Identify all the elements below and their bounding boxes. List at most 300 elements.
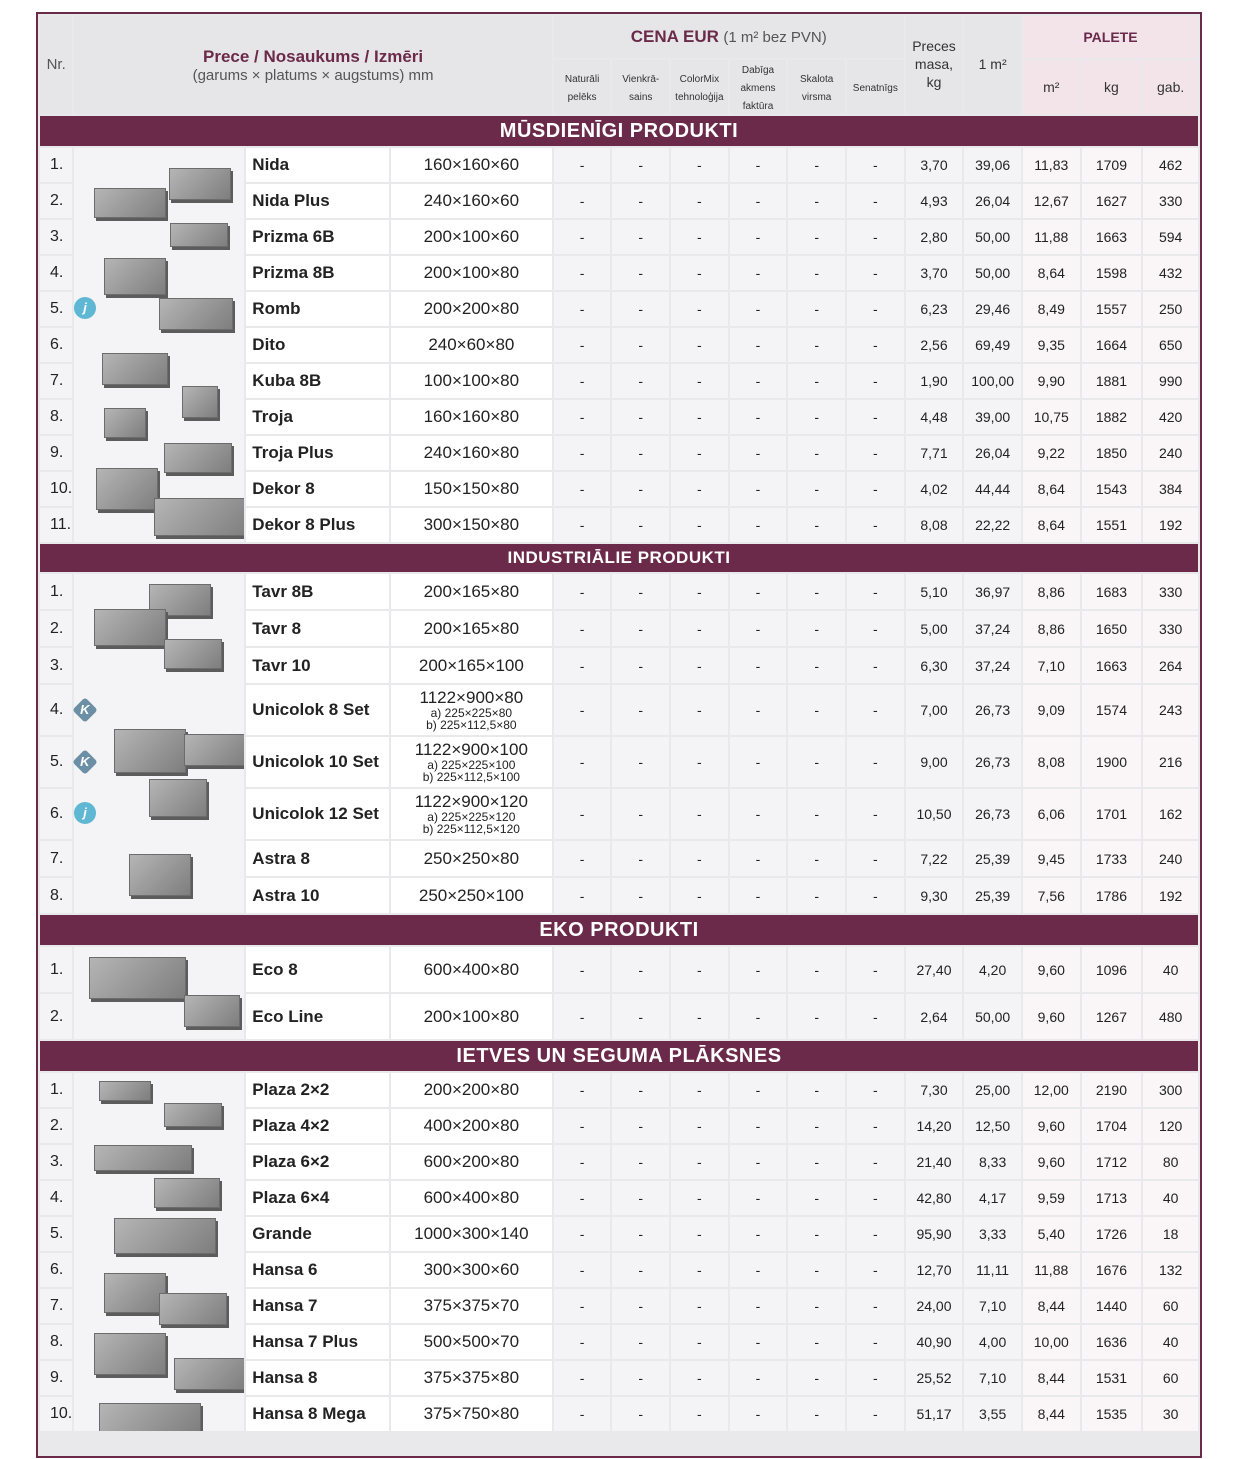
row-number <box>40 1145 72 1179</box>
palete-kg-cell: 1676 <box>1082 1253 1142 1287</box>
palete-kg-cell: 1713 <box>1082 1181 1142 1215</box>
paver-block-image <box>89 957 186 999</box>
row-number <box>40 1253 72 1287</box>
row-number <box>40 1397 72 1431</box>
row-number <box>40 685 90 735</box>
price-cell: - <box>847 148 904 182</box>
mass-cell: 2,64 <box>906 994 963 1039</box>
price-cell: - <box>671 256 728 290</box>
palete-gab-cell: 462 <box>1143 148 1198 182</box>
price-cell: - <box>671 364 728 398</box>
row-number <box>40 1289 72 1323</box>
paver-block-image <box>104 1273 166 1313</box>
mass-cell: 6,30 <box>906 648 963 683</box>
palete-gab-cell: 384 <box>1143 472 1198 506</box>
price-cell: - <box>612 292 669 326</box>
palete-gab-cell: 216 <box>1143 737 1198 787</box>
price-cell: - <box>788 1289 845 1323</box>
palete-m2-cell: 9,22 <box>1023 436 1080 470</box>
header-palete <box>1023 16 1198 58</box>
paver-block-image <box>114 1218 216 1254</box>
price-cell: - <box>554 364 611 398</box>
price-cell: - <box>730 364 787 398</box>
row-number-text: 1. <box>50 582 64 600</box>
palete-m2-cell: 9,90 <box>1023 364 1080 398</box>
badge-glyph: K <box>80 753 90 769</box>
per-m2-cell: 37,24 <box>964 648 1021 683</box>
product-images-box <box>74 947 244 1039</box>
row-number <box>40 184 72 218</box>
dimension-main: 1122×900×120 <box>414 792 528 811</box>
price-cell: - <box>847 436 904 470</box>
per-m2-cell: 7,10 <box>964 1289 1021 1323</box>
per-m2-cell: 26,04 <box>964 436 1021 470</box>
row-number-text: 11. <box>50 516 72 533</box>
price-cell: - <box>730 1109 787 1143</box>
palete-gab-cell: 240 <box>1143 841 1198 876</box>
row-number-text: 10. <box>50 480 73 497</box>
price-cell: - <box>554 436 611 470</box>
badge-glyph: K <box>80 701 90 717</box>
product-name: Tavr 8 <box>246 611 389 646</box>
price-cell: - <box>612 611 669 646</box>
price-cell: - <box>671 1253 728 1287</box>
product-name: Unicolok 12 Set <box>246 789 389 839</box>
palete-gab-cell: 30 <box>1143 1397 1198 1431</box>
palete-kg-cell: 1664 <box>1082 328 1142 362</box>
product-dimensions: 375×375×70 <box>391 1289 552 1323</box>
header-mass <box>906 16 963 114</box>
j-badge-icon <box>74 802 96 824</box>
price-cell: - <box>612 148 669 182</box>
price-cell: - <box>788 472 845 506</box>
product-name: Dito <box>246 328 389 362</box>
price-cell: - <box>847 574 904 609</box>
price-cell: - <box>554 1361 611 1395</box>
dimension-part-b: b) 225×112,5×100 <box>422 770 520 784</box>
product-dimensions <box>391 737 552 787</box>
price-cell: - <box>730 947 787 992</box>
palete-m2-cell: 8,64 <box>1023 256 1080 290</box>
price-cell: - <box>847 1397 904 1431</box>
palete-m2-cell: 10,75 <box>1023 400 1080 434</box>
badge-glyph: j <box>83 300 87 315</box>
mass-cell: 5,10 <box>906 574 963 609</box>
price-cell: - <box>554 256 611 290</box>
price-cell: - <box>847 1289 904 1323</box>
price-cell: - <box>847 878 904 913</box>
price-cell: - <box>730 574 787 609</box>
mass-cell: 25,52 <box>906 1361 963 1395</box>
paver-block-image <box>159 1293 227 1325</box>
per-m2-cell: 8,33 <box>964 1145 1021 1179</box>
paver-block-image <box>102 353 168 385</box>
price-cell: - <box>847 184 904 218</box>
product-name: Romb <box>246 292 389 326</box>
paver-block-image <box>129 854 191 896</box>
palete-gab-cell: 132 <box>1143 1253 1198 1287</box>
price-cell: - <box>554 1217 611 1251</box>
price-cell: - <box>671 648 728 683</box>
row-number <box>40 841 72 876</box>
palete-gab-cell: 330 <box>1143 184 1198 218</box>
product-images <box>74 1073 244 1431</box>
mass-cell: 14,20 <box>906 1109 963 1143</box>
paver-block-image <box>96 468 158 510</box>
price-cell: - <box>612 436 669 470</box>
price-cell: - <box>612 1397 669 1431</box>
paver-block-image <box>94 188 166 218</box>
price-cell: - <box>554 994 611 1039</box>
palete-m2-cell: 8,86 <box>1023 611 1080 646</box>
palete-kg-cell: 1557 <box>1082 292 1142 326</box>
palete-gab-cell: 480 <box>1143 994 1198 1039</box>
mass-cell: 4,48 <box>906 400 963 434</box>
paver-block-image <box>164 443 232 473</box>
header-product-title: Prece / Nosaukums / Izmēri <box>202 46 424 66</box>
product-dimensions: 200×165×100 <box>391 648 552 683</box>
header-price-col-label: Skalota virsma <box>799 74 834 103</box>
row-number-text: 1. <box>50 156 64 173</box>
header-m2-label: 1 m² <box>978 56 1007 72</box>
price-cell: - <box>730 1289 787 1323</box>
price-cell: - <box>612 574 669 609</box>
header-nr <box>40 16 72 114</box>
price-cell: - <box>730 1325 787 1359</box>
paver-block-image <box>182 386 218 418</box>
row-number-text: 1. <box>50 960 64 978</box>
price-cell: - <box>847 1361 904 1395</box>
price-cell: - <box>554 1397 611 1431</box>
palete-kg-cell: 2190 <box>1082 1073 1142 1107</box>
row-number <box>40 1217 72 1251</box>
product-images-box <box>74 574 244 913</box>
price-cell: - <box>612 256 669 290</box>
palete-kg-cell: 1882 <box>1082 400 1142 434</box>
product-dimensions: 200×200×80 <box>391 1073 552 1107</box>
header-palete-gab <box>1143 60 1198 114</box>
mass-cell: 7,71 <box>906 436 963 470</box>
price-cell: - <box>554 508 611 542</box>
price-cell: - <box>788 1253 845 1287</box>
paver-block-image <box>159 298 233 330</box>
row-number <box>40 947 72 992</box>
palete-kg-cell: 1574 <box>1082 685 1142 735</box>
price-cell: - <box>730 841 787 876</box>
row-number <box>40 1073 72 1107</box>
price-cell: - <box>788 841 845 876</box>
price-cell: - <box>671 184 728 218</box>
row-number-text: 3. <box>50 1153 64 1170</box>
row-number <box>40 878 72 913</box>
paver-block-image <box>154 1178 220 1208</box>
row-number <box>40 1109 72 1143</box>
product-dimensions: 150×150×80 <box>391 472 552 506</box>
row-number-text: 1. <box>50 1081 64 1098</box>
price-cell: - <box>788 1181 845 1215</box>
price-cell: - <box>788 1109 845 1143</box>
price-cell: - <box>730 436 787 470</box>
section-title: EKO PRODUKTI <box>40 915 1198 945</box>
product-name: Dekor 8 <box>246 472 389 506</box>
price-cell: - <box>554 1073 611 1107</box>
row-number <box>40 400 72 434</box>
palete-kg-cell: 1636 <box>1082 1325 1142 1359</box>
paver-block-image <box>184 995 240 1027</box>
palete-m2-cell: 6,06 <box>1023 789 1080 839</box>
mass-cell: 5,00 <box>906 611 963 646</box>
price-cell: - <box>554 947 611 992</box>
product-dimensions: 500×500×70 <box>391 1325 552 1359</box>
price-cell: - <box>847 994 904 1039</box>
per-m2-cell: 26,73 <box>964 685 1021 735</box>
palete-m2-cell: 9,09 <box>1023 685 1080 735</box>
row-number <box>40 1325 72 1359</box>
product-name: Eco Line <box>246 994 389 1039</box>
price-cell: - <box>612 400 669 434</box>
header-palete-m2-label: m² <box>1043 79 1060 95</box>
price-cell: - <box>847 328 904 362</box>
mass-cell: 12,70 <box>906 1253 963 1287</box>
price-cell: - <box>612 364 669 398</box>
product-name: Hansa 7 <box>246 1289 389 1323</box>
price-cell: - <box>671 1073 728 1107</box>
price-cell: - <box>788 737 845 787</box>
header-palete-gab-label: gab. <box>1157 79 1185 95</box>
palete-gab-cell: 990 <box>1143 364 1198 398</box>
palete-kg-cell: 1551 <box>1082 508 1142 542</box>
mass-cell: 95,90 <box>906 1217 963 1251</box>
product-name: Hansa 8 <box>246 1361 389 1395</box>
palete-kg-cell: 1701 <box>1082 789 1142 839</box>
per-m2-cell: 25,00 <box>964 1073 1021 1107</box>
row-number-text: 6. <box>50 1261 64 1278</box>
header-palete-m2 <box>1023 60 1080 114</box>
mass-cell: 4,02 <box>906 472 963 506</box>
price-cell: - <box>788 994 845 1039</box>
price-cell: - <box>671 789 728 839</box>
product-name: Plaza 2×2 <box>246 1073 389 1107</box>
palete-kg-cell: 1543 <box>1082 472 1142 506</box>
palete-kg-cell: 1786 <box>1082 878 1142 913</box>
dimension-part-a: a) 225×225×120 <box>427 810 516 824</box>
row-number-text: 3. <box>50 656 64 674</box>
header-price <box>554 16 904 58</box>
price-cell: - <box>788 1361 845 1395</box>
price-cell: - <box>671 220 728 254</box>
paver-block-image <box>94 1333 166 1375</box>
palete-m2-cell: 8,44 <box>1023 1289 1080 1323</box>
row-number-text: 7. <box>50 372 64 389</box>
mass-cell: 27,40 <box>906 947 963 992</box>
section-title: INDUSTRIĀLIE PRODUKTI <box>40 544 1198 572</box>
price-cell: - <box>730 611 787 646</box>
row-number <box>40 292 87 326</box>
product-dimensions: 200×100×80 <box>391 994 552 1039</box>
header-palete-kg-label: kg <box>1104 79 1119 95</box>
mass-cell: 3,70 <box>906 256 963 290</box>
price-cell: - <box>847 1109 904 1143</box>
paver-block-image <box>99 1403 201 1431</box>
palete-kg-cell: 1881 <box>1082 364 1142 398</box>
section-title: IETVES UN SEGUMA PLĀKSNES <box>40 1041 1198 1071</box>
row-number <box>40 436 72 470</box>
paver-block-image <box>184 734 244 766</box>
price-cell: - <box>730 148 787 182</box>
product-name: Grande <box>246 1217 389 1251</box>
palete-kg-cell: 1704 <box>1082 1109 1142 1143</box>
price-cell: - <box>612 737 669 787</box>
palete-m2-cell: 11,83 <box>1023 148 1080 182</box>
price-cell: - <box>671 328 728 362</box>
mass-cell: 7,30 <box>906 1073 963 1107</box>
per-m2-cell: 25,39 <box>964 841 1021 876</box>
product-dimensions: 200×100×60 <box>391 220 552 254</box>
price-cell: - <box>788 292 845 326</box>
product-dimensions: 200×100×80 <box>391 256 552 290</box>
palete-gab-cell: 192 <box>1143 878 1198 913</box>
header-price-col <box>612 60 669 114</box>
header-palete-label: PALETE <box>1083 29 1138 45</box>
product-name: Unicolok 10 Set <box>246 737 389 787</box>
per-m2-cell: 11,11 <box>964 1253 1021 1287</box>
price-cell: - <box>730 292 787 326</box>
mass-cell: 51,17 <box>906 1397 963 1431</box>
price-cell: - <box>847 1145 904 1179</box>
row-number <box>40 220 72 254</box>
price-cell: - <box>847 685 904 735</box>
header-m2 <box>964 16 1021 114</box>
price-cell: - <box>730 508 787 542</box>
row-number-text: 8. <box>50 1333 64 1350</box>
price-cell: - <box>730 220 787 254</box>
palete-kg-cell: 1267 <box>1082 994 1142 1039</box>
price-cell: - <box>671 472 728 506</box>
price-cell: - <box>788 611 845 646</box>
per-m2-cell: 39,06 <box>964 148 1021 182</box>
price-cell: - <box>788 1397 845 1431</box>
header-palete-kg <box>1082 60 1142 114</box>
palete-m2-cell: 8,64 <box>1023 508 1080 542</box>
product-dimensions: 100×100×80 <box>391 364 552 398</box>
price-cell: - <box>788 436 845 470</box>
product-name: Eco 8 <box>246 947 389 992</box>
palete-gab-cell: 650 <box>1143 328 1198 362</box>
price-cell: - <box>847 400 904 434</box>
dimension-main: 1122×900×80 <box>419 688 524 707</box>
dimension-part-b: b) 225×112,5×120 <box>422 822 520 836</box>
price-table-frame <box>36 12 1202 1458</box>
price-cell: - <box>730 184 787 218</box>
price-cell: - <box>730 648 787 683</box>
header-product-sub: (garums × platums × augstums) mm <box>192 66 434 84</box>
product-dimensions: 300×150×80 <box>391 508 552 542</box>
dimension-main: 1122×900×100 <box>414 740 528 759</box>
row-number <box>40 789 87 839</box>
header-price-col-label: Vienkrā-sains <box>622 74 660 103</box>
price-cell: - <box>788 256 845 290</box>
price-cell: - <box>788 1073 845 1107</box>
product-name: Prizma 6B <box>246 220 389 254</box>
paver-block-image <box>94 1145 192 1171</box>
row-number <box>40 328 72 362</box>
palete-gab-cell: 594 <box>1143 220 1198 254</box>
palete-m2-cell: 8,08 <box>1023 737 1080 787</box>
price-cell: - <box>612 1289 669 1323</box>
row-number <box>40 508 72 542</box>
header-price-title: CENA EUR <box>630 27 719 46</box>
price-cell: - <box>847 508 904 542</box>
price-cell: - <box>554 1253 611 1287</box>
product-dimensions: 600×200×80 <box>391 1145 552 1179</box>
price-cell: - <box>612 789 669 839</box>
row-number-text: 7. <box>50 849 64 867</box>
product-name: Hansa 7 Plus <box>246 1325 389 1359</box>
price-cell: - <box>671 508 728 542</box>
paver-block-image <box>114 729 186 773</box>
product-name: Troja <box>246 400 389 434</box>
palete-m2-cell: 9,60 <box>1023 1145 1080 1179</box>
row-number <box>40 611 72 646</box>
header-price-col <box>671 60 728 114</box>
per-m2-cell: 26,73 <box>964 789 1021 839</box>
product-name: Kuba 8B <box>246 364 389 398</box>
price-cell: - <box>730 1361 787 1395</box>
price-cell: - <box>730 1181 787 1215</box>
row-number <box>40 648 72 683</box>
price-cell: - <box>730 878 787 913</box>
price-cell: - <box>612 508 669 542</box>
mass-cell: 9,30 <box>906 878 963 913</box>
price-cell: - <box>612 878 669 913</box>
price-cell: - <box>671 148 728 182</box>
price-cell: - <box>788 947 845 992</box>
price-cell: - <box>554 1181 611 1215</box>
price-cell: - <box>671 1325 728 1359</box>
product-name: Troja Plus <box>246 436 389 470</box>
palete-kg-cell: 1535 <box>1082 1397 1142 1431</box>
palete-gab-cell: 432 <box>1143 256 1198 290</box>
price-cell: - <box>554 574 611 609</box>
row-number-text: 8. <box>50 886 64 904</box>
price-cell: - <box>612 685 669 735</box>
palete-kg-cell: 1900 <box>1082 737 1142 787</box>
price-cell: - <box>671 1361 728 1395</box>
section-title: MŪSDIENĪGI PRODUKTI <box>40 116 1198 146</box>
palete-gab-cell: 330 <box>1143 574 1198 609</box>
price-table <box>38 14 1200 1433</box>
row-number <box>40 256 72 290</box>
price-cell: - <box>730 685 787 735</box>
row-number-text: 5. <box>50 1225 64 1242</box>
per-m2-cell: 3,55 <box>964 1397 1021 1431</box>
price-cell: - <box>671 1145 728 1179</box>
row-number-text: 5. <box>50 753 64 770</box>
price-cell: - <box>671 574 728 609</box>
price-cell: - <box>671 400 728 434</box>
header-price-col <box>788 60 845 114</box>
palete-m2-cell: 8,44 <box>1023 1361 1080 1395</box>
palete-gab-cell: 250 <box>1143 292 1198 326</box>
price-cell: - <box>612 1109 669 1143</box>
palete-gab-cell: 40 <box>1143 947 1198 992</box>
product-name: Tavr 10 <box>246 648 389 683</box>
product-dimensions: 600×400×80 <box>391 1181 552 1215</box>
mass-cell: 21,40 <box>906 1145 963 1179</box>
price-cell: - <box>730 1397 787 1431</box>
price-cell: - <box>730 737 787 787</box>
section-header-row <box>40 544 1198 572</box>
